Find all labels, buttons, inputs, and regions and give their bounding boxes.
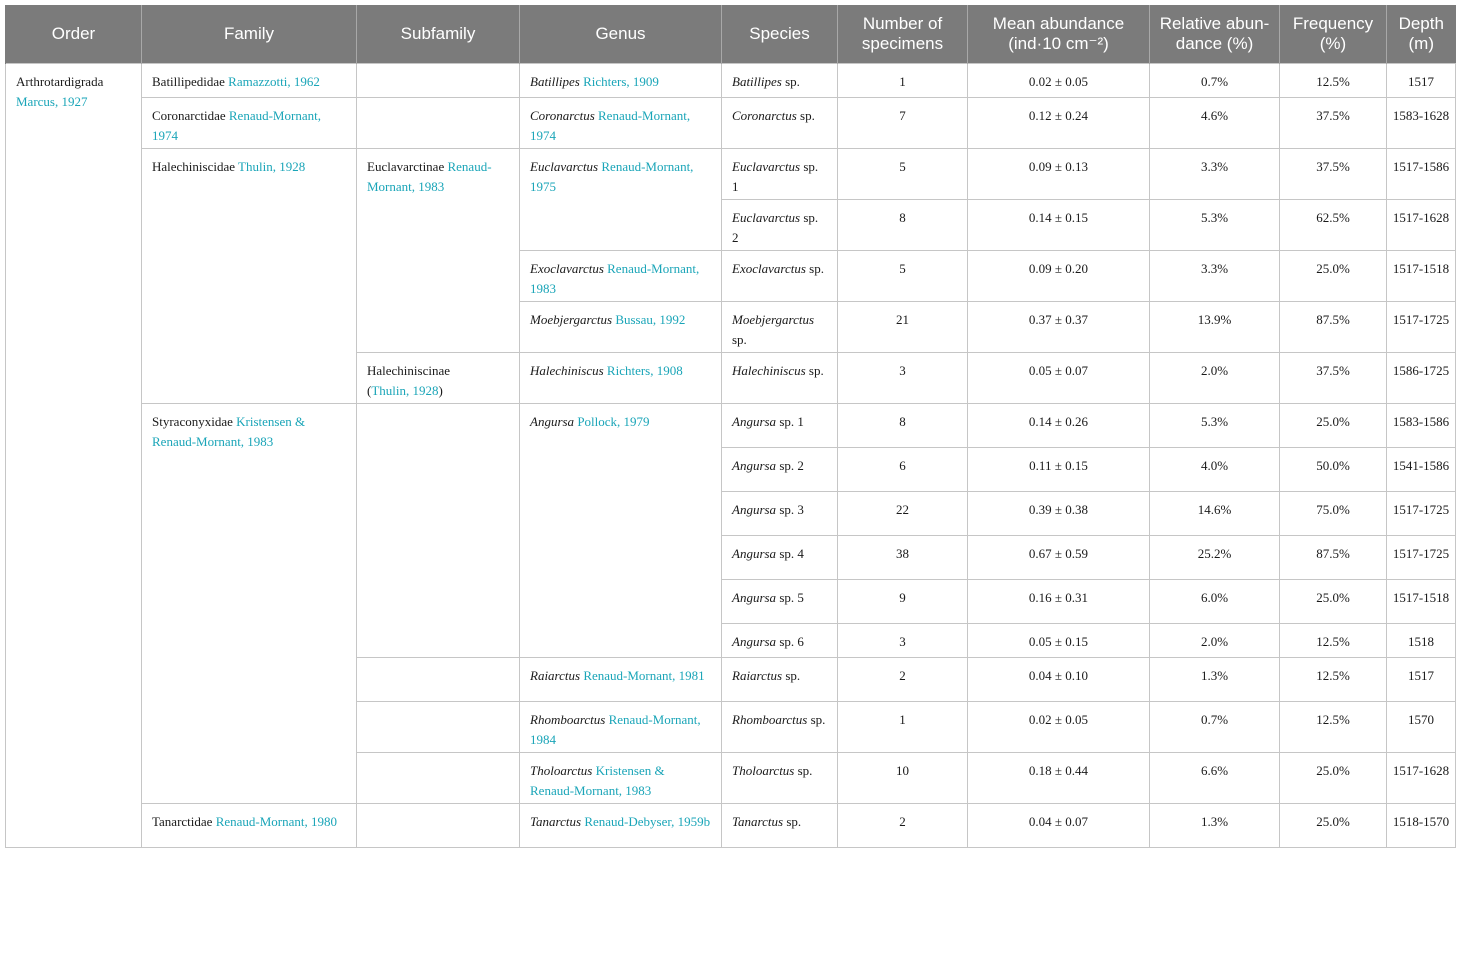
header-relative-abundance: Relative abun-dance (%)	[1150, 5, 1280, 64]
species-genus-name: Angursa	[732, 634, 777, 649]
specimens-cell: 3	[838, 353, 968, 404]
genus-cell	[520, 658, 722, 702]
species-cell	[722, 98, 838, 149]
specimens-cell: 1	[838, 64, 968, 98]
family-cell	[142, 64, 357, 98]
table-row	[6, 804, 1456, 848]
genus-ref[interactable]: Richters, 1908	[606, 363, 683, 378]
frequency-cell: 37.5%	[1280, 149, 1387, 200]
species-genus-name: Euclavarctus	[732, 210, 801, 225]
mean-cell: 0.02 ± 0.05	[968, 702, 1150, 753]
depth-cell: 1517-1628	[1387, 753, 1456, 804]
frequency-cell: 12.5%	[1280, 64, 1387, 98]
depth-cell: 1518-1570	[1387, 804, 1456, 848]
specimens-cell: 8	[838, 404, 968, 448]
genus-cell	[520, 404, 722, 658]
mean-cell: 0.04 ± 0.10	[968, 658, 1150, 702]
order-name: Arthrotardigrada	[16, 74, 104, 89]
relative-cell: 14.6%	[1150, 492, 1280, 536]
species-cell	[722, 200, 838, 251]
depth-cell: 1570	[1387, 702, 1456, 753]
subfamily-cell	[357, 98, 520, 149]
mean-cell: 0.37 ± 0.37	[968, 302, 1150, 353]
depth-cell: 1517	[1387, 64, 1456, 98]
species-suffix: sp. 2	[732, 210, 819, 245]
family-name: Tanarctidae	[152, 814, 213, 829]
species-cell	[722, 536, 838, 580]
mean-cell: 0.16 ± 0.31	[968, 580, 1150, 624]
family-cell	[142, 98, 357, 149]
species-suffix: sp.	[809, 261, 824, 276]
subfamily-ref[interactable]: Thulin, 1928	[371, 383, 439, 398]
depth-cell: 1517-1725	[1387, 492, 1456, 536]
genus-name: Moebjergarctus	[530, 312, 613, 327]
depth-cell: 1517-1518	[1387, 251, 1456, 302]
relative-cell: 0.7%	[1150, 64, 1280, 98]
header-genus: Genus	[520, 5, 722, 64]
frequency-cell: 75.0%	[1280, 492, 1387, 536]
depth-cell: 1517	[1387, 658, 1456, 702]
species-genus-name: Euclavarctus	[732, 159, 801, 174]
depth-cell: 1541-1586	[1387, 448, 1456, 492]
frequency-cell: 12.5%	[1280, 624, 1387, 658]
genus-ref[interactable]: Kristensen & Renaud-Mornant, 1983	[530, 763, 665, 798]
species-suffix: sp. 4	[779, 546, 804, 561]
subfamily-cell	[357, 353, 520, 404]
genus-ref[interactable]: Renaud-Mornant, 1974	[530, 108, 691, 143]
subfamily-cell	[357, 658, 520, 702]
family-ref[interactable]: Renaud-Mornant, 1980	[215, 814, 337, 829]
specimens-cell: 38	[838, 536, 968, 580]
mean-cell: 0.14 ± 0.26	[968, 404, 1150, 448]
species-genus-name: Batillipes	[732, 74, 782, 89]
subfamily-cell	[357, 149, 520, 353]
genus-ref[interactable]: Bussau, 1992	[615, 312, 686, 327]
frequency-cell: 87.5%	[1280, 302, 1387, 353]
genus-cell	[520, 353, 722, 404]
species-genus-name: Angursa	[732, 546, 777, 561]
specimens-cell: 21	[838, 302, 968, 353]
specimens-cell: 10	[838, 753, 968, 804]
species-genus-name: Rhomboarctus	[732, 712, 808, 727]
genus-name: Halechiniscus	[530, 363, 604, 378]
species-suffix: sp.	[808, 363, 824, 378]
genus-cell	[520, 64, 722, 98]
depth-cell: 1517-1725	[1387, 536, 1456, 580]
genus-ref[interactable]: Renaud-Mornant, 1983	[530, 261, 700, 296]
frequency-cell: 25.0%	[1280, 753, 1387, 804]
genus-cell	[520, 753, 722, 804]
frequency-cell: 12.5%	[1280, 658, 1387, 702]
species-suffix: sp.	[810, 712, 826, 727]
genus-ref[interactable]: Renaud-Mornant, 1975	[530, 159, 694, 194]
species-cell	[722, 580, 838, 624]
frequency-cell: 25.0%	[1280, 251, 1387, 302]
subfamily-cell	[357, 64, 520, 98]
header-frequency: Frequency (%)	[1280, 5, 1387, 64]
family-cell	[142, 404, 357, 804]
genus-ref[interactable]: Renaud-Debyser, 1959b	[584, 814, 711, 829]
mean-cell: 0.05 ± 0.15	[968, 624, 1150, 658]
header-row	[6, 5, 1456, 64]
family-cell	[142, 149, 357, 404]
species-suffix: sp.	[732, 332, 747, 347]
subfamily-cell	[357, 404, 520, 658]
species-genus-name: Exoclavarctus	[732, 261, 806, 276]
species-suffix: sp.	[800, 108, 815, 123]
frequency-cell: 37.5%	[1280, 353, 1387, 404]
species-cell	[722, 658, 838, 702]
mean-cell: 0.12 ± 0.24	[968, 98, 1150, 149]
depth-cell: 1517-1518	[1387, 580, 1456, 624]
paren-close: )	[438, 383, 443, 398]
frequency-cell: 62.5%	[1280, 200, 1387, 251]
species-suffix: sp. 2	[779, 458, 804, 473]
depth-cell: 1583-1586	[1387, 404, 1456, 448]
species-cell	[722, 302, 838, 353]
relative-cell: 1.3%	[1150, 804, 1280, 848]
subfamily-ref[interactable]: Renaud-Mornant, 1983	[367, 159, 492, 194]
specimens-cell: 22	[838, 492, 968, 536]
species-cell	[722, 492, 838, 536]
frequency-cell: 87.5%	[1280, 536, 1387, 580]
family-cell	[142, 804, 357, 848]
relative-cell: 3.3%	[1150, 251, 1280, 302]
mean-cell: 0.14 ± 0.15	[968, 200, 1150, 251]
frequency-cell: 25.0%	[1280, 580, 1387, 624]
species-genus-name: Halechiniscus	[732, 363, 806, 378]
frequency-cell: 25.0%	[1280, 404, 1387, 448]
species-genus-name: Angursa	[732, 414, 777, 429]
mean-cell: 0.67 ± 0.59	[968, 536, 1150, 580]
subfamily-name: Halechiniscinae	[367, 363, 451, 378]
species-suffix: sp.	[785, 74, 800, 89]
frequency-cell: 12.5%	[1280, 702, 1387, 753]
specimens-cell: 3	[838, 624, 968, 658]
relative-cell: 3.3%	[1150, 149, 1280, 200]
specimens-cell: 5	[838, 251, 968, 302]
species-genus-name: Angursa	[732, 502, 777, 517]
genus-cell	[520, 302, 722, 353]
relative-cell: 5.3%	[1150, 200, 1280, 251]
genus-name: Angursa	[530, 414, 575, 429]
mean-cell: 0.11 ± 0.15	[968, 448, 1150, 492]
relative-cell: 4.6%	[1150, 98, 1280, 149]
mean-cell: 0.39 ± 0.38	[968, 492, 1150, 536]
genus-ref[interactable]: Renaud-Mornant, 1984	[530, 712, 701, 747]
species-genus-name: Angursa	[732, 458, 777, 473]
specimens-cell: 6	[838, 448, 968, 492]
species-cell	[722, 753, 838, 804]
genus-name: Euclavarctus	[530, 159, 599, 174]
species-cell	[722, 624, 838, 658]
species-cell	[722, 353, 838, 404]
genus-name: Tanarctus	[530, 814, 582, 829]
subfamily-cell	[357, 702, 520, 753]
relative-cell: 25.2%	[1150, 536, 1280, 580]
family-name: Batillipedidae	[152, 74, 225, 89]
relative-cell: 2.0%	[1150, 624, 1280, 658]
family-name: Coronarctidae	[152, 108, 226, 123]
table-row	[6, 404, 1456, 448]
specimens-cell: 2	[838, 804, 968, 848]
genus-cell	[520, 149, 722, 251]
depth-cell: 1583-1628	[1387, 98, 1456, 149]
specimens-cell: 7	[838, 98, 968, 149]
species-cell	[722, 251, 838, 302]
depth-cell: 1518	[1387, 624, 1456, 658]
species-genus-name: Moebjergarctus	[732, 312, 815, 327]
relative-cell: 2.0%	[1150, 353, 1280, 404]
genus-name: Coronarctus	[530, 108, 595, 123]
relative-cell: 6.6%	[1150, 753, 1280, 804]
species-genus-name: Angursa	[732, 590, 777, 605]
species-suffix: sp. 3	[779, 502, 804, 517]
species-suffix: sp. 1	[732, 159, 819, 194]
frequency-cell: 50.0%	[1280, 448, 1387, 492]
header-order: Order	[6, 5, 142, 64]
table-row	[6, 149, 1456, 200]
relative-cell: 5.3%	[1150, 404, 1280, 448]
header-specimens: Number of specimens	[838, 5, 968, 64]
family-name: Styraconyxidae	[152, 414, 233, 429]
genus-cell	[520, 98, 722, 149]
relative-cell: 13.9%	[1150, 302, 1280, 353]
specimens-cell: 1	[838, 702, 968, 753]
specimens-cell: 8	[838, 200, 968, 251]
mean-cell: 0.05 ± 0.07	[968, 353, 1150, 404]
tardigrade-abundance-table	[5, 5, 1456, 848]
mean-cell: 0.18 ± 0.44	[968, 753, 1150, 804]
frequency-cell: 25.0%	[1280, 804, 1387, 848]
genus-ref[interactable]: Richters, 1909	[583, 74, 659, 89]
subfamily-cell	[357, 804, 520, 848]
specimens-cell: 9	[838, 580, 968, 624]
subfamily-cell	[357, 753, 520, 804]
mean-cell: 0.02 ± 0.05	[968, 64, 1150, 98]
genus-name: Rhomboarctus	[530, 712, 606, 727]
frequency-cell: 37.5%	[1280, 98, 1387, 149]
species-suffix: sp. 1	[779, 414, 804, 429]
order-ref[interactable]: Marcus, 1927	[16, 94, 88, 109]
genus-name: Raiarctus	[530, 668, 581, 683]
mean-cell: 0.04 ± 0.07	[968, 804, 1150, 848]
genus-cell	[520, 804, 722, 848]
genus-cell	[520, 702, 722, 753]
species-suffix: sp.	[786, 814, 802, 829]
header-subfamily: Subfamily	[357, 5, 520, 64]
depth-cell: 1517-1586	[1387, 149, 1456, 200]
species-genus-name: Raiarctus	[732, 668, 783, 683]
relative-cell: 1.3%	[1150, 658, 1280, 702]
genus-cell	[520, 251, 722, 302]
family-ref[interactable]: Kristensen & Renaud-Mornant, 1983	[152, 414, 306, 449]
species-genus-name: Tanarctus	[732, 814, 784, 829]
mean-cell: 0.09 ± 0.20	[968, 251, 1150, 302]
table-row	[6, 98, 1456, 149]
genus-ref[interactable]: Renaud-Mornant, 1981	[583, 668, 705, 683]
depth-cell: 1517-1725	[1387, 302, 1456, 353]
header-depth: Depth (m)	[1387, 5, 1456, 64]
header-species: Species	[722, 5, 838, 64]
species-cell	[722, 804, 838, 848]
genus-name: Tholoarctus	[530, 763, 593, 778]
species-cell	[722, 448, 838, 492]
subfamily-name: Euclavarctinae	[367, 159, 445, 174]
species-genus-name: Tholoarctus	[732, 763, 795, 778]
species-suffix: sp. 6	[779, 634, 804, 649]
header-family: Family	[142, 5, 357, 64]
family-name: Halechiniscidae	[152, 159, 236, 174]
species-genus-name: Coronarctus	[732, 108, 797, 123]
paren-open: (	[367, 383, 372, 398]
species-cell	[722, 702, 838, 753]
specimens-cell: 2	[838, 658, 968, 702]
species-cell	[722, 64, 838, 98]
table-row	[6, 64, 1456, 98]
species-suffix: sp.	[797, 763, 813, 778]
mean-cell: 0.09 ± 0.13	[968, 149, 1150, 200]
depth-cell: 1586-1725	[1387, 353, 1456, 404]
species-cell	[722, 404, 838, 448]
relative-cell: 4.0%	[1150, 448, 1280, 492]
species-cell	[722, 149, 838, 200]
genus-name: Exoclavarctus	[530, 261, 604, 276]
family-ref[interactable]: Thulin, 1928	[238, 159, 306, 174]
genus-name: Batillipes	[530, 74, 580, 89]
family-ref[interactable]: Renaud-Mornant, 1974	[152, 108, 321, 143]
depth-cell: 1517-1628	[1387, 200, 1456, 251]
header-mean-abundance: Mean abundance (ind·10 cm⁻²)	[968, 5, 1150, 64]
relative-cell: 0.7%	[1150, 702, 1280, 753]
specimens-cell: 5	[838, 149, 968, 200]
family-ref[interactable]: Ramazzotti, 1962	[228, 74, 320, 89]
species-suffix: sp.	[785, 668, 801, 683]
genus-ref[interactable]: Pollock, 1979	[577, 414, 650, 429]
species-suffix: sp. 5	[779, 590, 804, 605]
relative-cell: 6.0%	[1150, 580, 1280, 624]
order-cell	[6, 64, 142, 848]
